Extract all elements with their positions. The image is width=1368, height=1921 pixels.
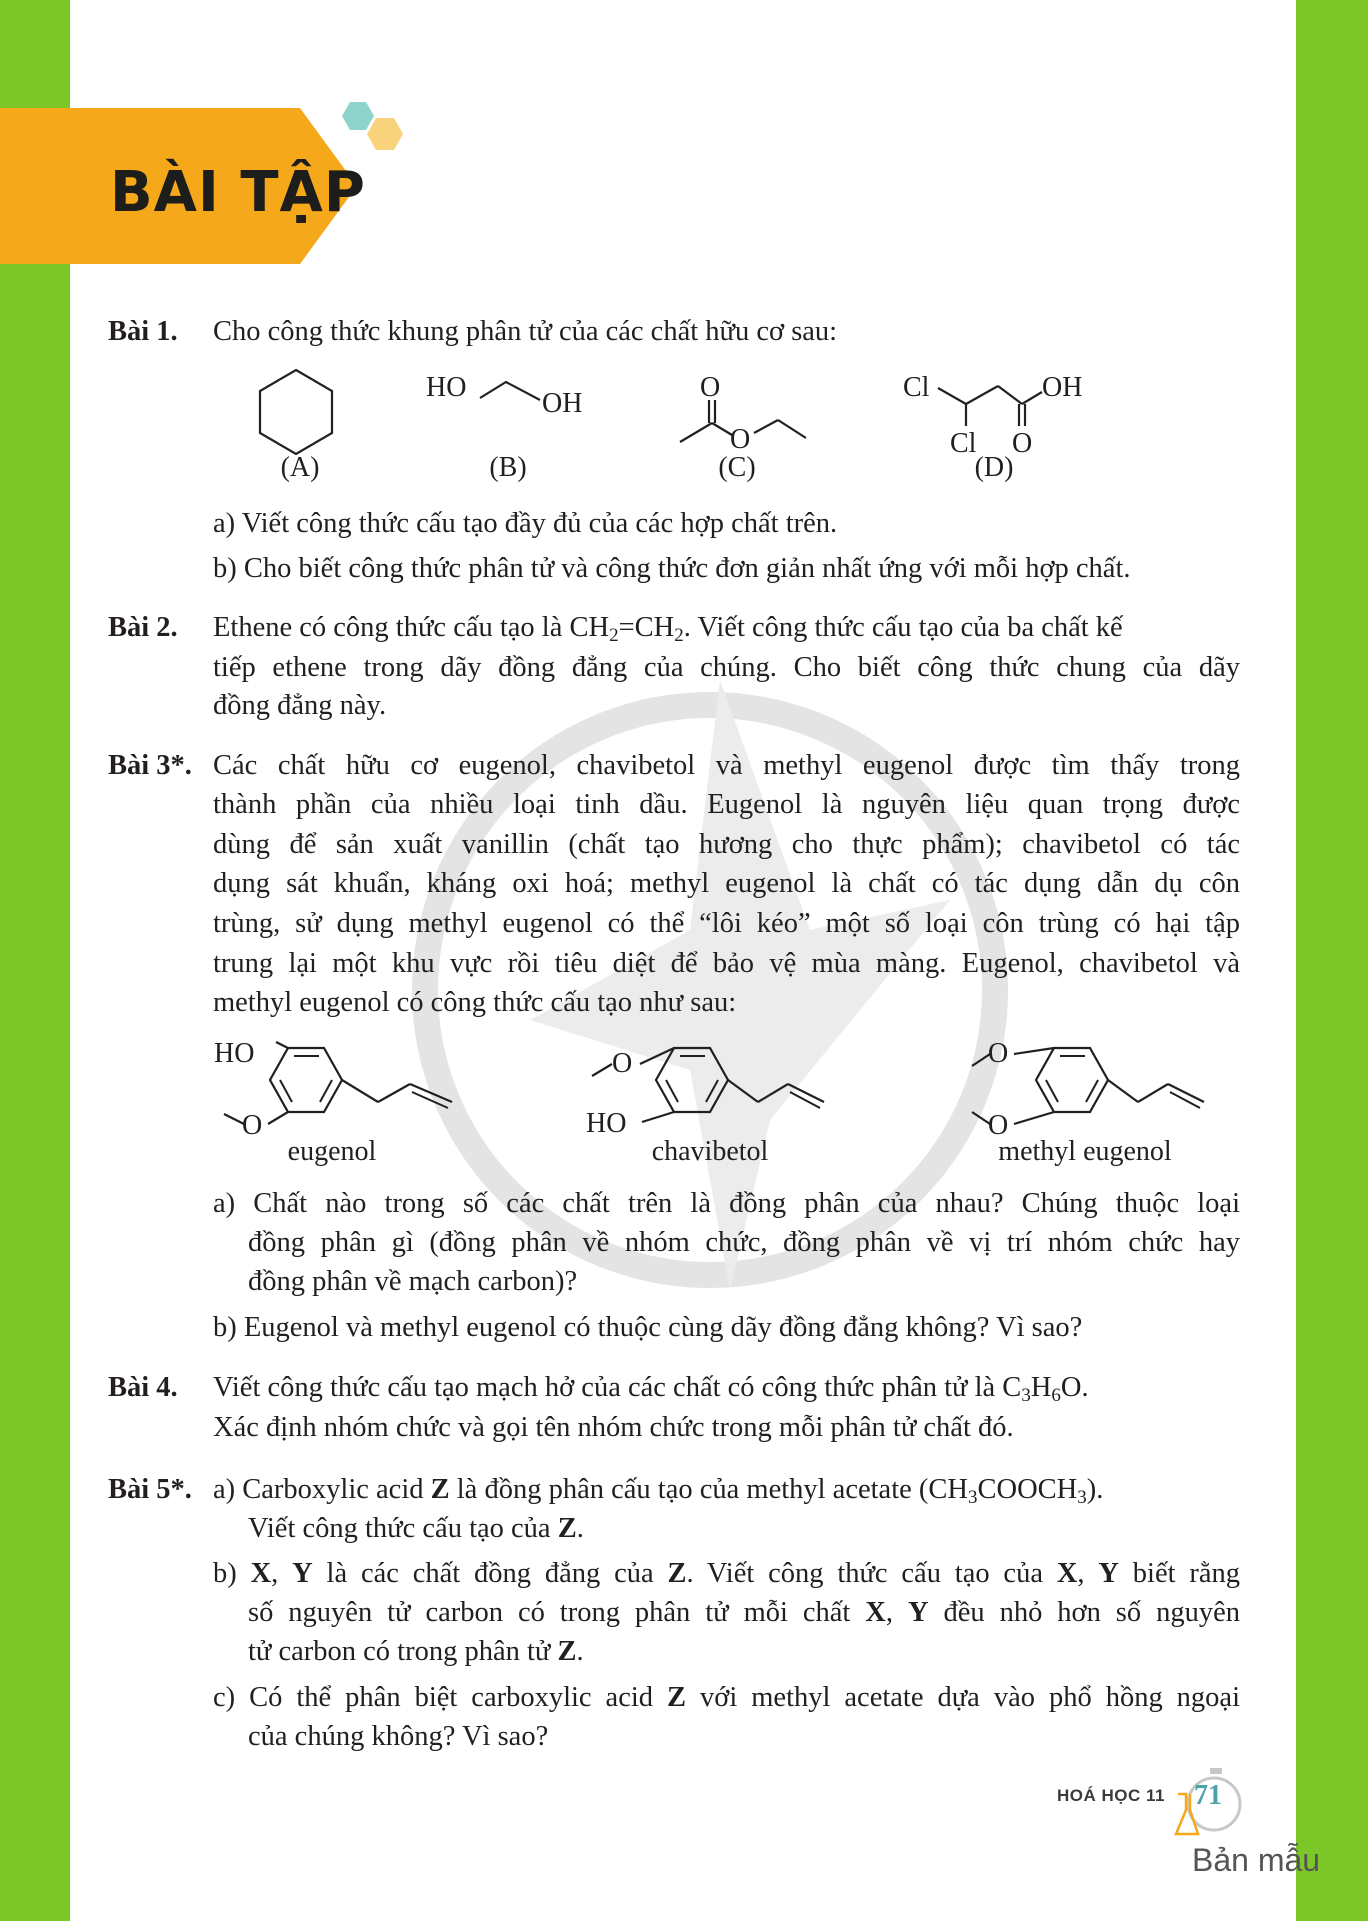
- methyl-eugenol-atom-o-top: O: [988, 1038, 1009, 1069]
- molecule-b-bonds: [476, 378, 546, 412]
- bai1-label: Bài 1.: [108, 316, 178, 347]
- bai1-intro: Cho công thức khung phân tử của các chất hữu cơ sau:: [213, 316, 838, 347]
- bai3-line-7: methyl eugenol có công thức cấu tạo như sau:: [213, 987, 737, 1018]
- bai3-question-a-line-2: đồng phân gì (đồng phân về nhóm chức, đồng phân về vị trí nhóm chức hay: [248, 1227, 1240, 1258]
- bai3-line-2: thành phần của nhiều loại tinh dầu. Eugenol là nguyên liệu quan trọng được: [213, 789, 1240, 820]
- methyl-eugenol-structure: [968, 1040, 1208, 1140]
- molecule-d-atom-o: O: [1012, 428, 1033, 459]
- bai2-line-2: tiếp ethene trong dãy đồng đẳng của chúng. Cho biết công thức chung của dãy: [213, 652, 1240, 683]
- bai5-question-b-line-2: số nguyên tử carbon có trong phân tử mỗi chất X, Y đều nhỏ hơn số nguyên: [248, 1597, 1240, 1628]
- bai5-question-a-line-2: Viết công thức cấu tạo của Z.: [248, 1513, 584, 1544]
- bai4-line-1: Viết công thức cấu tạo mạch hở của các chất có công thức phân tử là $C_3H_6O$.: [213, 1372, 1089, 1406]
- bai3-line-3: dùng để sản xuất vanillin (chất tạo hương cho thực phẩm); chavibetol có tác: [213, 829, 1240, 860]
- left-green-bar: [0, 0, 70, 1921]
- bai4-line-2: Xác định nhóm chức và gọi tên nhóm chức trong mỗi phân tử chất đó.: [213, 1412, 1014, 1443]
- molecule-a-structure: [255, 366, 337, 458]
- bai5-question-c-line-2: của chúng không? Vì sao?: [248, 1721, 549, 1752]
- bai3-line-4: dụng sát khuẩn, kháng oxi hoá; methyl eugenol là chất có tác dụng dẫn dụ côn: [213, 868, 1240, 899]
- molecule-b-atom-ho: HO: [426, 372, 467, 403]
- molecule-b-atom-oh: OH: [542, 388, 583, 419]
- bai3-line-6: trung lại một khu vực rồi tiêu diệt để bảo vệ mùa màng. Eugenol, chavibetol và: [213, 948, 1240, 979]
- bai4-label: Bài 4.: [108, 1372, 178, 1403]
- sample-watermark-text: Bản mẫu: [1192, 1842, 1321, 1878]
- bai5-question-b-line-1: b) X, Y là các chất đồng đẳng của Z. Viết công thức cấu tạo của X, Y biết rằng: [213, 1558, 1240, 1589]
- eugenol-atom-o: O: [242, 1110, 263, 1141]
- page-number: 71: [1194, 1780, 1222, 1811]
- eugenol-structure: [220, 1040, 460, 1140]
- molecule-c-label: (C): [718, 452, 756, 483]
- chavibetol-name: chavibetol: [651, 1136, 769, 1167]
- section-title: BÀI TẬP: [110, 160, 366, 225]
- molecule-a-label: (A): [280, 452, 320, 483]
- bai2-label: Bài 2.: [108, 612, 178, 643]
- bai3-question-a-line-1: a) Chất nào trong số các chất trên là đồng phân của nhau? Chúng thuộc loại: [213, 1188, 1240, 1219]
- bai1-question-b: b) Cho biết công thức phân tử và công thức đơn giản nhất ứng với mỗi hợp chất.: [213, 553, 1131, 584]
- bai3-question-a-line-3: đồng phân về mạch carbon)?: [248, 1266, 578, 1297]
- molecule-c-atom-o-ester: O: [730, 424, 751, 455]
- molecule-c-bonds: [676, 398, 810, 448]
- molecule-d-atom-oh: OH: [1042, 372, 1083, 403]
- methyl-eugenol-atom-o-bottom: O: [988, 1110, 1009, 1141]
- bai5-label: Bài 5*.: [108, 1474, 192, 1505]
- eugenol-atom-ho: HO: [214, 1038, 255, 1069]
- chavibetol-atom-o: O: [612, 1048, 633, 1079]
- bai2-line-3: đồng đẳng này.: [213, 690, 387, 721]
- molecule-d-label: (D): [974, 452, 1014, 483]
- molecule-b-label: (B): [489, 452, 527, 483]
- molecule-d-atom-cl-top: Cl: [903, 372, 930, 403]
- bai2-line-1: Ethene có công thức cấu tạo là $CH_2=CH_2$. Viết công thức cấu tạo của ba chất kế: [213, 612, 1123, 646]
- bai3-question-b: b) Eugenol và methyl eugenol có thuộc cùng dãy đồng đẳng không? Vì sao?: [213, 1312, 1083, 1343]
- bai5-question-c-line-1: c) Có thể phân biệt carboxylic acid Z với methyl acetate dựa vào phổ hồng ngoại: [213, 1682, 1240, 1713]
- bai5-question-b-line-3: tử carbon có trong phân tử Z.: [248, 1636, 584, 1667]
- molecule-c-atom-o-top: O: [700, 372, 721, 403]
- bai1-question-a: a) Viết công thức cấu tạo đầy đủ của các hợp chất trên.: [213, 508, 838, 539]
- molecule-d-bonds: [936, 378, 1046, 432]
- bai3-line-1: Các chất hữu cơ eugenol, chavibetol và methyl eugenol được tìm thấy trong: [213, 750, 1240, 781]
- chavibetol-structure: [588, 1040, 828, 1140]
- chavibetol-atom-ho: HO: [586, 1108, 627, 1139]
- methyl-eugenol-name: methyl eugenol: [998, 1136, 1172, 1167]
- footer-brand: HOÁ HỌC 11: [1057, 1786, 1165, 1805]
- bai5-question-a-line-1: a) Carboxylic acid Z là đồng phân cấu tạo của methyl acetate $(CH_3COOCH_3)$.: [213, 1474, 1104, 1508]
- bai3-label: Bài 3*.: [108, 750, 192, 781]
- eugenol-name: eugenol: [287, 1136, 377, 1167]
- molecule-d-atom-cl-bottom: Cl: [950, 428, 977, 459]
- right-green-bar: [1296, 0, 1368, 1921]
- bai3-line-5: trùng, sử dụng methyl eugenol có thể “lôi kéo” một số loại côn trùng có hại tập: [213, 908, 1240, 939]
